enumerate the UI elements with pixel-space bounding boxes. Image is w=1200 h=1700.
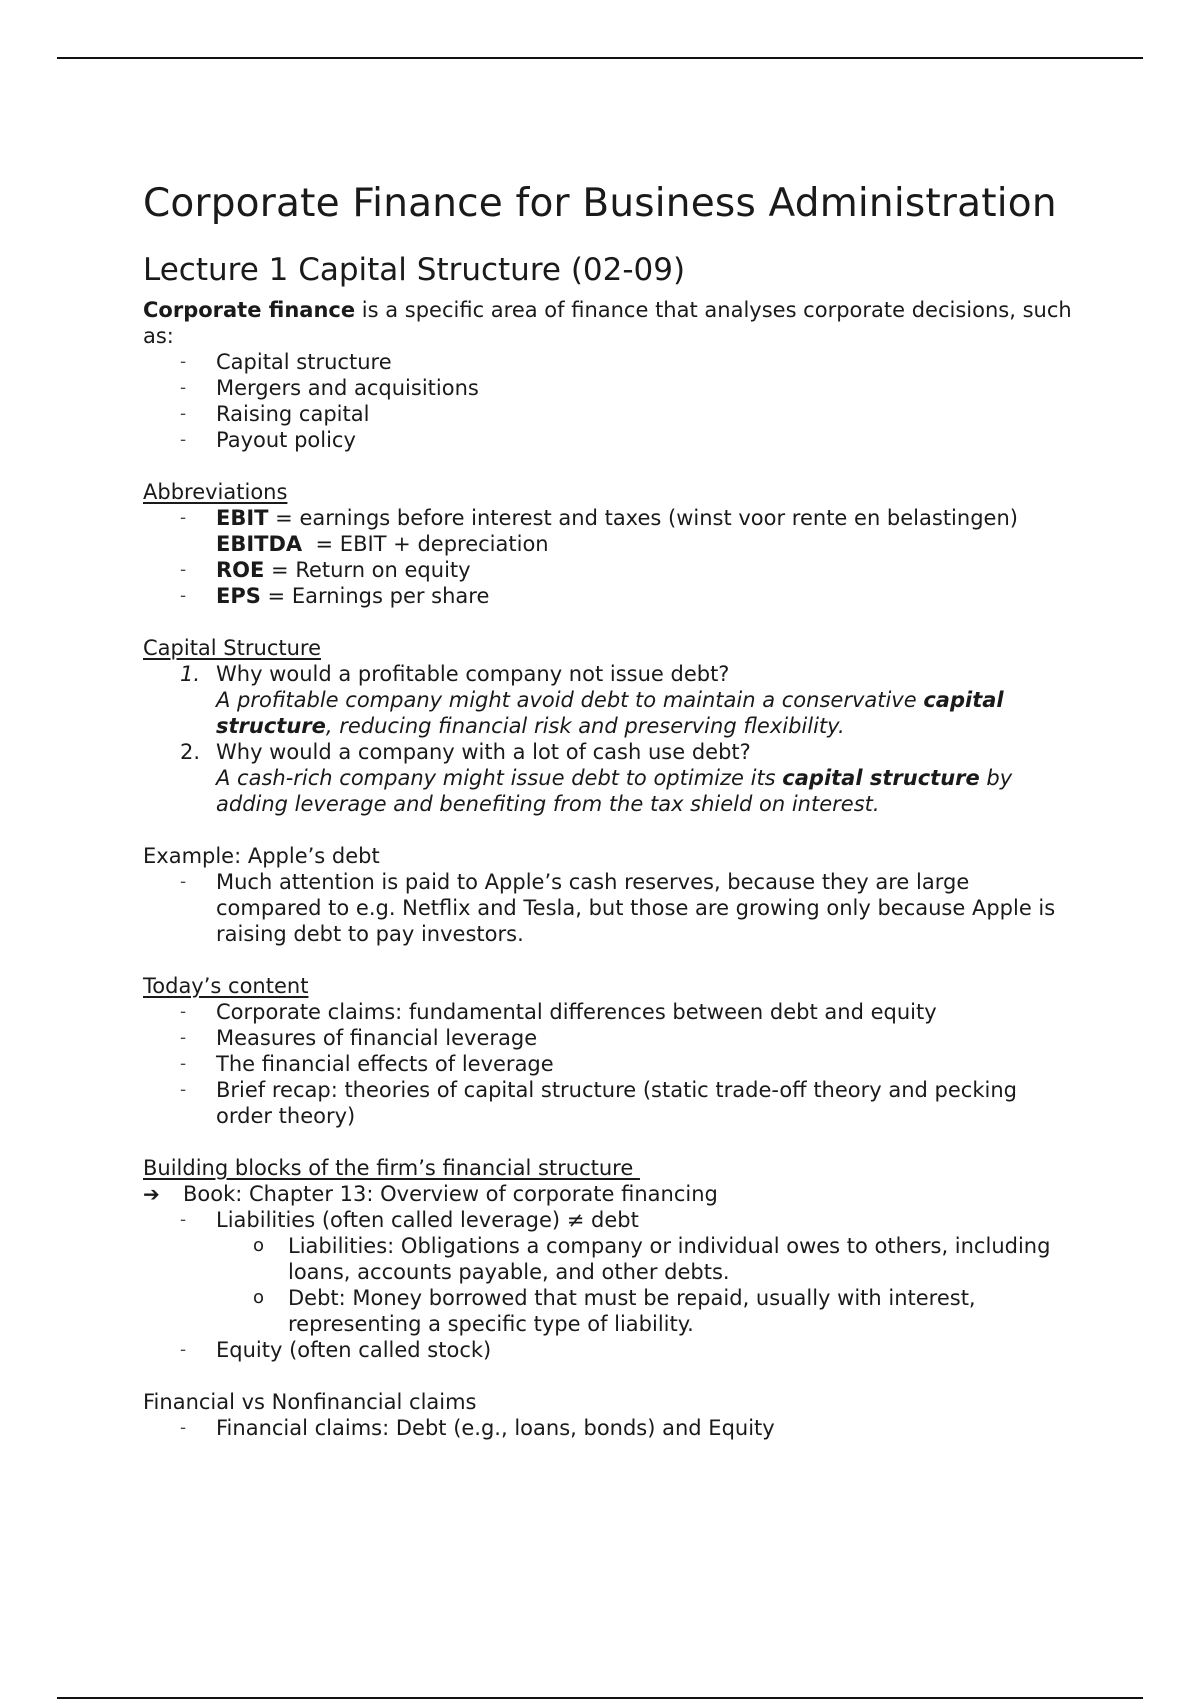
dash-bullet-icon: - [180,1210,187,1230]
header-rule [57,57,1143,59]
list-item: ➔ Book: Chapter 13: Overview of corporate financing [143,1182,718,1206]
dash-bullet-icon: - [180,586,187,606]
abbreviations-heading: Abbreviations [143,480,288,504]
dash-bullet-icon: - [180,1028,187,1048]
dash-bullet-icon: - [180,872,187,892]
intro-paragraph [143,297,1073,349]
lecture-heading: Lecture 1 Capital Structure (02-09) [143,252,686,288]
capital-structure-heading: Capital Structure [143,636,321,660]
list-item: - EPS = Earnings per share [180,584,490,608]
list-item: - Financial claims: Debt (e.g., loans, bonds) and Equity [180,1416,775,1440]
dash-bullet-icon: - [180,404,187,424]
document-page [143,178,1073,1441]
list-item: - Corporate claims: fundamental differences between debt and equity [180,1000,937,1024]
claims-list [143,1415,1073,1441]
abbreviations-list [143,505,1073,609]
list-item: o Debt: Money borrowed that must be repaid, usually with interest, representing a specific type of liability. [253,1286,976,1336]
example-list [143,869,1073,947]
number-marker: 1. [180,662,201,686]
todays-content-heading: Today’s content [143,974,309,998]
circle-bullet-icon: o [253,1235,265,1256]
answer-text: A cash-rich company might issue debt to optimize its capital structure by adding leverage and benefiting from the tax shield on interest. [216,766,1013,816]
dash-bullet-icon: - [180,1002,187,1022]
example-heading: Example: Apple’s debt [143,844,380,868]
answer-text: A profitable company might avoid debt to maintain a conservative capital structure, reducing financial risk and preserving flexibility. [216,688,1004,738]
document-title: Corporate Finance for Business Administration [143,181,1057,226]
dash-bullet-icon: - [180,560,187,580]
question-text: Why would a company with a lot of cash use debt? [216,740,751,764]
list-item: - Raising capital [180,402,370,426]
list-item [143,739,1073,817]
dash-bullet-icon: - [180,378,187,398]
list-item: - Mergers and acquisitions [180,376,479,400]
building-blocks-list [143,1181,1073,1363]
number-marker: 2. [180,740,201,764]
capital-structure-questions [143,661,1073,817]
list-item: - EBIT = earnings before interest and taxes (winst voor rente en belastingen) [180,506,1018,530]
list-item: - The financial effects of leverage [180,1052,554,1076]
list-item: - Liabilities (often called leverage) ≠ debt [180,1208,639,1232]
list-item: - Much attention is paid to Apple’s cash reserves, because they are large compared to e.g. Netflix and Tesla, but those are growing only because Apple is raising debt to pay investors. [180,870,1056,946]
list-item: EBITDA = EBIT + depreciation [216,532,549,556]
circle-bullet-icon: o [253,1287,265,1308]
dash-bullet-icon: - [180,430,187,450]
list-item: - Payout policy [180,428,356,452]
dash-bullet-icon: - [180,1418,187,1438]
intro-text: is a specific area of finance that analyses corporate decisions, such as: [143,298,1072,348]
dash-bullet-icon: - [180,1080,187,1100]
dash-bullet-icon: - [180,1340,187,1360]
dash-bullet-icon: - [180,1054,187,1074]
footer-rule [57,1697,1143,1699]
intro-list [143,349,1073,453]
claims-heading: Financial vs Nonfinancial claims [143,1390,477,1414]
list-item: - Capital structure [180,350,392,374]
question-text: Why would a profitable company not issue debt? [216,662,730,686]
list-item: - ROE = Return on equity [180,558,471,582]
intro-term: Corporate finance [143,298,356,322]
todays-content-list [143,999,1073,1129]
building-blocks-heading: Building blocks of the firm’s financial structure [143,1156,640,1180]
dash-bullet-icon: - [180,352,187,372]
list-item [143,661,1073,739]
list-item: - Brief recap: theories of capital structure (static trade-off theory and pecking order theory) [180,1078,1017,1128]
dash-bullet-icon: - [180,508,187,528]
arrow-right-icon: ➔ [143,1182,160,1206]
list-item: - Measures of financial leverage [180,1026,538,1050]
list-item: - Equity (often called stock) [180,1338,492,1362]
list-item: o Liabilities: Obligations a company or individual owes to others, including loans, accounts payable, and other debts. [253,1234,1051,1284]
